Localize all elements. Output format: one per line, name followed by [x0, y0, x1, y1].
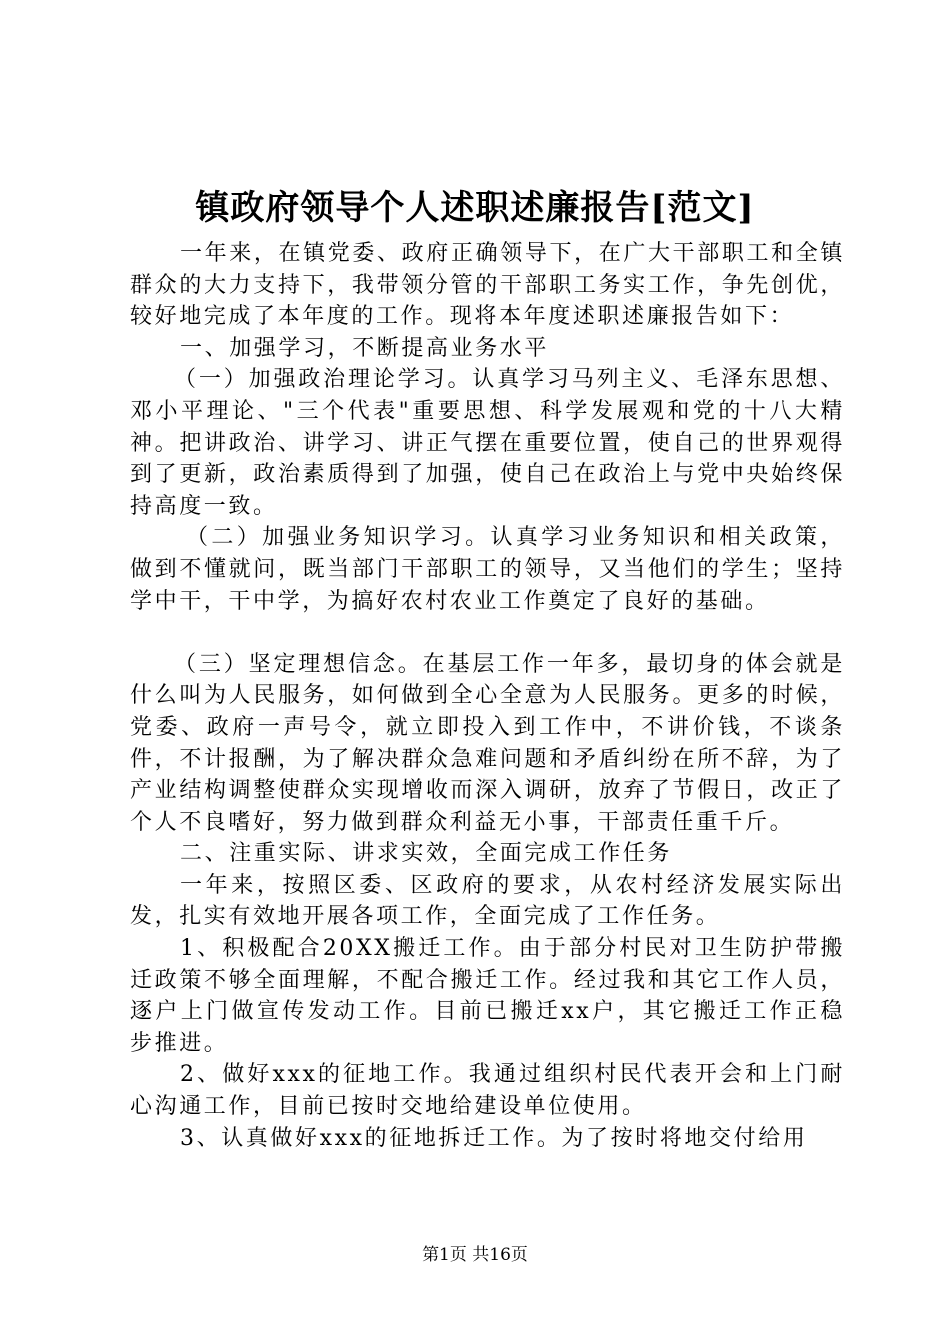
section-heading-2: 二、注重实际、讲求实效，全面完成工作任务 [180, 841, 673, 867]
paragraph-intro: 一年来，在镇党委、政府正确领导下，在广大干部职工和全镇群众的大力支持下，我带领分管的干部职工务实工作，争先创优，较好地完成了本年度的工作。现将本年度述职述廉报告如下： [130, 241, 845, 330]
document-title: 镇政府领导个人述职述廉报告[范文] [195, 188, 755, 228]
document-body [130, 238, 845, 1154]
paragraph-item-2: 2、做好xxx的征地工作。我通过组织村民代表开会和上门耐心沟通工作，目前已按时交地给建设单位使用。 [130, 1062, 845, 1120]
paragraph-political-study: （一）加强政治理论学习。认真学习马列主义、毛泽东思想、邓小平理论、"三个代表"重要思想、科学发展观和党的十八大精神。把讲政治、讲学习、讲正气摆在重要位置，使自己的世界观得到了更新，政治素质得到了加强，使自己在政治上与党中央始终保持高度一致。 [130, 367, 845, 519]
paragraph-business-study: （二）加强业务知识学习。认真学习业务知识和相关政策，做到不懂就问，既当部门干部职工的领导，又当他们的学生；坚持学中干，干中学，为搞好农村农业工作奠定了良好的基础。 [130, 525, 845, 614]
section-heading-1: 一、加强学习，不断提高业务水平 [180, 335, 550, 361]
page-number-footer: 第1页 共16页 [422, 1245, 528, 1265]
paragraph-item-1: 1、积极配合20XX搬迁工作。由于部分村民对卫生防护带搬迁政策不够全面理解，不配合搬迁工作。经过我和其它工作人员，逐户上门做宣传发动工作。目前已搬迁xx户，其它搬迁工作正稳步推进。 [130, 936, 845, 1056]
paragraph-item-3: 3、认真做好xxx的征地拆迁工作。为了按时将地交付给用 [180, 1125, 808, 1151]
paragraph-ideals: （三）坚定理想信念。在基层工作一年多，最切身的体会就是什么叫为人民服务，如何做到全心全意为人民服务。更多的时候，党委、政府一声号令，就立即投入到工作中，不讲价钱，不谈条件，不计报酬，为了解决群众急难问题和矛盾纠纷在所不辞，为了产业结构调整使群众实现增收而深入调研，放弃了节假日，改正了个人不良嗜好，努力做到群众利益无小事，干部责任重千斤。 [130, 651, 845, 835]
paragraph-year-summary: 一年来，按照区委、区政府的要求，从农村经济发展实际出发，扎实有效地开展各项工作，全面完成了工作任务。 [130, 872, 845, 930]
